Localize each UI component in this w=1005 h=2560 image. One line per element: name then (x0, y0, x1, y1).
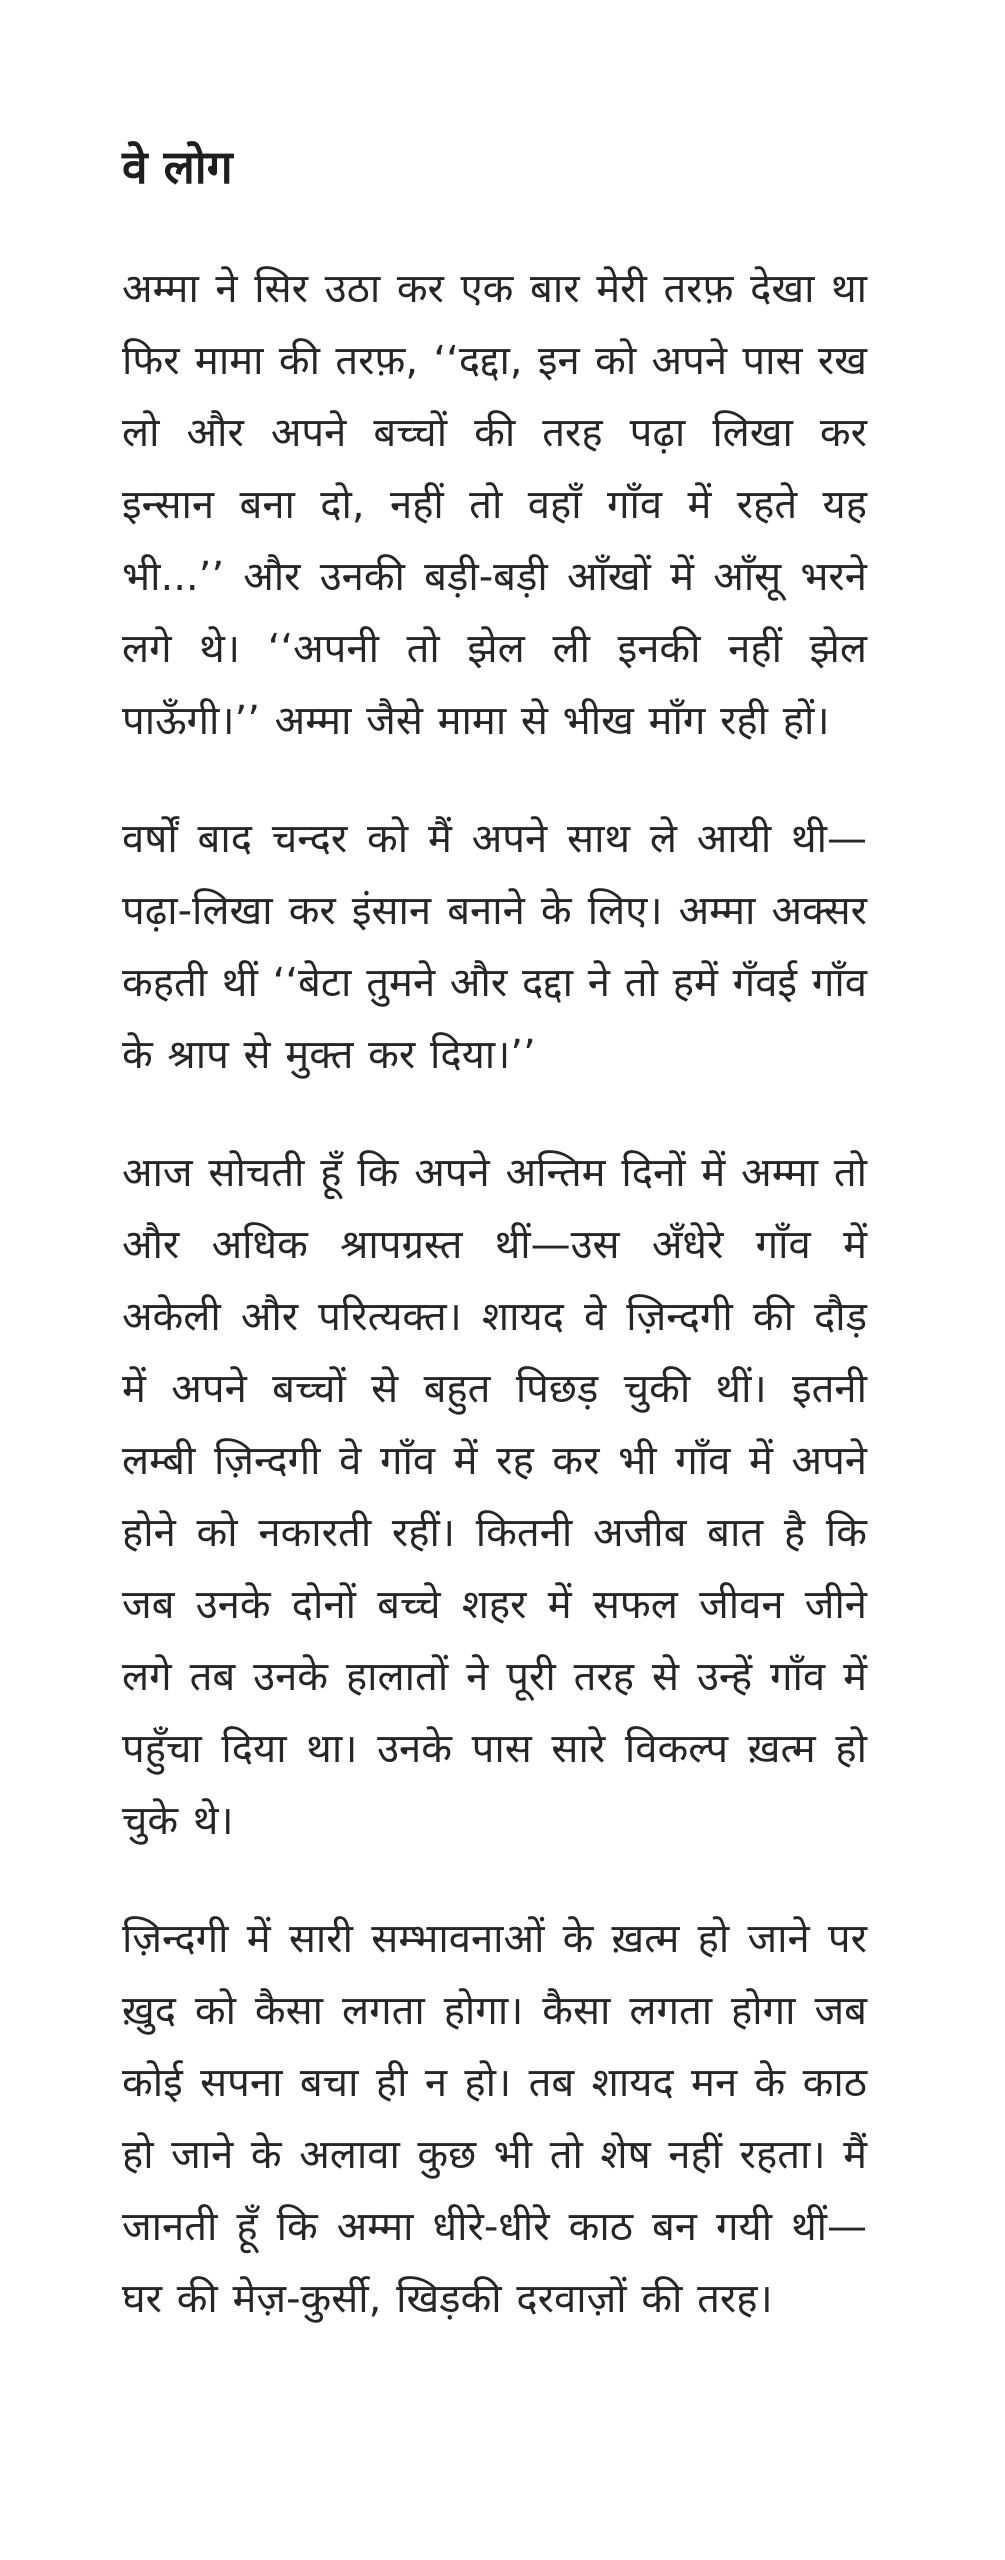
paragraph: आज सोचती हूँ कि अपने अन्तिम दिनों में अम्मा तो और अधिक श्रापग्रस्त थीं—उस अँधेरे गाँव में अकेली और परित्यक्त। शायद वे ज़िन्दगी की दौड़ में अपने बच्चों से बहुत पिछड़ चुकी थीं। इतनी लम्बी ज़िन्दगी वे गाँव में रह कर भी गाँव में अपने होने को नकारती रहीं। कितनी अजीब बात है कि जब उनके दोनों बच्चे शहर में सफल जीवन जीने लगे तब उनके हालातों ने पूरी तरह से उन्हें गाँव में पहुँचा दिया था। उनके पास सारे विकल्प ख़त्म हो चुके थे। (122, 1150, 867, 1845)
paragraph: ज़िन्दगी में सारी सम्भावनाओं के ख़त्म हो जाने पर ख़ुद को कैसा लगता होगा। कैसा लगता होगा जब कोई सपना बचा ही न हो। तब शायद मन के काठ हो जाने के अलावा कुछ भी तो शेष नहीं रहता। मैं जानती हूँ कि अम्मा धीरे-धीरे काठ बन गयी थीं—घर की मेज़-कुर्सी, खिड़की दरवाज़ों की तरह। (122, 1916, 867, 2323)
document-page (122, 140, 867, 2335)
paragraph: वर्षों बाद चन्दर को मैं अपने साथ ले आयी थी—पढ़ा-लिखा कर इंसान बनाने के लिए। अम्मा अक्सर कहती थीं ‘‘बेटा तुमने और दद्दा ने तो हमें गँवई गाँव के श्राप से मुक्त कर दिया।’’ (122, 816, 867, 1079)
chapter-title: वे लोग (122, 140, 233, 194)
paragraph: अम्मा ने सिर उठा कर एक बार मेरी तरफ़ देखा था फिर मामा की तरफ़, ‘‘दद्दा, इन को अपने पास रख लो और अपने बच्चों की तरह पढ़ा लिखा कर इन्सान बना दो, नहीं तो वहाँ गाँव में रहते यह भी...’’ और उनकी बड़ी-बड़ी आँखों में आँसू भरने लगे थे। ‘‘अपनी तो झेल ली इनकी नहीं झेल पाऊँगी।’’ अम्मा जैसे मामा से भीख माँग रही हों। (122, 266, 867, 745)
